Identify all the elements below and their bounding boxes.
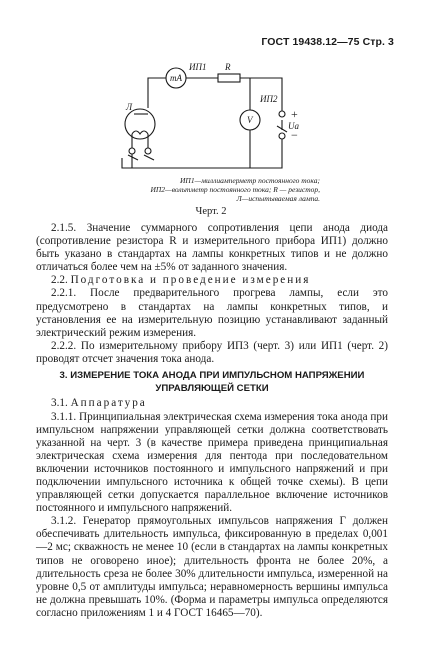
section-3-heading [36, 369, 388, 395]
subsection-2-2-heading [36, 274, 388, 287]
figure-title: Черт. 2 [195, 206, 227, 217]
subsection-number: 2.2. [51, 274, 68, 287]
meter-ref-label: ИП1 [189, 62, 207, 72]
voltmeter-label: V [247, 115, 253, 125]
caption-line: ИП1—миллиамперметр постоянного тока; [180, 176, 320, 185]
meter-label: mA [170, 73, 182, 83]
plus-sign: + [291, 107, 298, 121]
subsection-title: Подготовка и проведение измерения [70, 274, 311, 287]
paragraph-3-1-2: 3.1.2. Генератор прямоугольных импульсов напряжения Г должен обеспечивать длительность импульса, фиксированную в пределах 0,001—2 мс; скважность не менее 10 (если в стандартах на лампы конкретных типов не оговорено иное); длительность фронта не более 20%, а длительность среза не более 30% длительности импульса, измеренной на уровне 0,5 от амплитуды импульса; неравномерность вершины импульса не должна превышать 10%. (Форма и параметры импульса определяются согласно приложениям 1 и 4 ГОСТ 16465—70). [36, 515, 388, 619]
paragraph-2-1-5: 2.1.5. Значение суммарного сопротивления цепи анода диода (сопротивление резистора R и измерительного прибора ИП1) должно быть указано в стандартах на лампы конкретных типов и не должно отличаться более чем на ±5% от заданного значения. [36, 222, 388, 274]
circuit-svg [92, 58, 332, 188]
lamp-label: Л [126, 102, 133, 112]
circuit-diagram [92, 58, 332, 188]
figure-caption [140, 176, 320, 204]
resistor-symbol [218, 74, 240, 82]
voltmeter-ref-label: ИП2 [260, 94, 278, 104]
document-body [36, 222, 388, 620]
paragraph-3-1-1: 3.1.1. Принципиальная электрическая схема измерения тока анода при импульсном напряжении управляющей сетки должна соответствовать указанной на черт. 3 (в качестве примера приведена принципиальная электрическая схема измерения для пентода при последовательном включении источников постоянного и импульсного напряжений и при подключении импульсного источника к общей точке схемы). В цепи управляющей сетки допускается параллельное включение источников постоянного и импульсного напряжений. [36, 410, 388, 515]
caption-line: ИП2—вольтметр постоянного тока; R — резистор, [150, 185, 320, 195]
section-3-title-line: УПРАВЛЯЮЩЕЙ СЕТКИ [155, 383, 269, 395]
ua-label: Uа [288, 121, 299, 131]
page-header: ГОСТ 19438.12—75 Стр. 3 [261, 36, 394, 48]
subsection-3-1-heading [36, 397, 388, 410]
minus-sign: − [291, 128, 298, 142]
paragraph-2-2-1: 2.2.1. После предварительного прогрева лампы, если это предусмотрено в стандартах на лампы конкретных типов, и установления ее на измерительную позицию устанавливают заданный электрический режим измерения. [36, 287, 388, 339]
caption-line: Л—испытываемая лампа. [236, 194, 320, 204]
paragraph-2-2-2: 2.2.2. По измерительному прибору ИП3 (черт. 3) или ИП1 (черт. 2) проводят отсчет значения тока анода. [36, 339, 388, 365]
subsection-title: Аппаратура [70, 397, 147, 410]
section-3-title-line: 3. ИЗМЕРЕНИЕ ТОКА АНОДА ПРИ ИМПУЛЬСНОМ НАПРЯЖЕНИИ [59, 370, 365, 382]
resistor-label: R [225, 62, 231, 72]
subsection-number: 3.1. [51, 397, 68, 410]
